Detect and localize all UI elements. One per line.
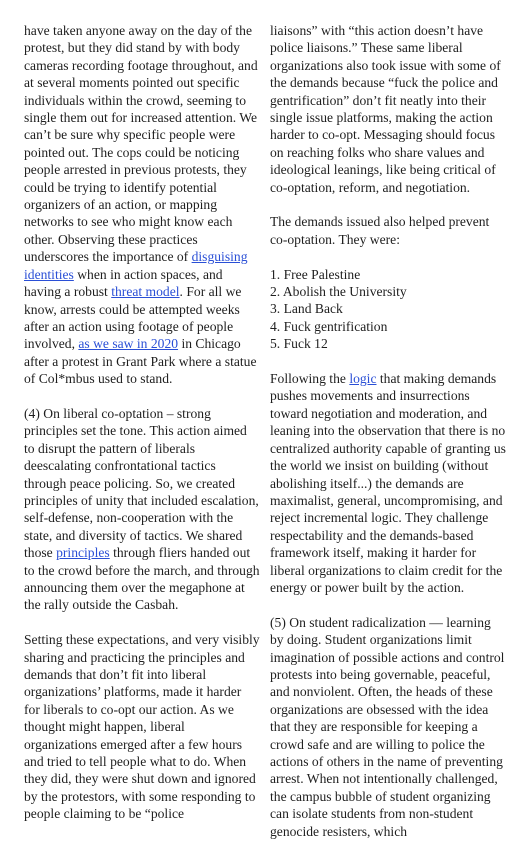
right-column	[270, 22, 506, 857]
list-item: 1. Free Palestine	[270, 266, 361, 282]
paragraph-liberal-cooptation	[24, 405, 260, 614]
left-column	[24, 22, 260, 840]
link-as-we-saw-in-2020[interactable]: as we saw in 2020	[78, 336, 179, 352]
paragraph-text: have taken anyone away on the day of the protest, but they did stand by with body cameras recording footage throughout, and at several moments pointed out specific individuals within the crowd, seeming to single them out for increased attention. We can’t be sure why specific people were pointed out. The cops could be noticing people arrested in previous protests, they could be trying to identify potential organizers of an action, or mapping networks to see who might know each other. Observing these practices underscores the importance of	[24, 23, 258, 265]
paragraph-police-liaisons: liaisons” with “this action doesn’t have police liaisons.” These same liberal organizations also took issue with some of the demands because “fuck the police and gentrification” don’t fit neatly into their single issue platforms, making the action harder to co-opt. Messaging should focus on reaching folks who share values and ideological leanings, like being critical of co-optation, reform, and negotiation.	[270, 23, 501, 195]
paragraph-text: that making demands pushes movements and insurrections toward negotiation and moderation, and leaning into the observation that there is no centralized authority capable of granting us the world we insist on building (without abolishing itself...) the demands are maximalist, general, uncompromising, and reject incremental logic. They challenge respectability and the demands-based framework itself, making it harder for liberal organizations to claim credit for the energy or power built by the action.	[270, 371, 506, 595]
link-threat-model[interactable]: threat model	[111, 284, 180, 300]
list-item: 2. Abolish the University	[270, 284, 407, 300]
paragraph-text: Following the	[270, 371, 350, 387]
link-logic[interactable]: logic	[349, 371, 377, 387]
paragraph-student-radicalization: (5) On student radicalization — learning by doing. Student organizations limit imagination of possible actions and control protests into being governable, peaceful, and nonviolent. Often, the heads of these organizations are obsessed with the idea that they are responsible for keeping a crowd safe and are willing to police the actions of others in the name of preventing arrest. When not intentionally challenged, the campus bubble of student organizing can isolate students from non-student genocide resisters, which	[270, 614, 505, 839]
paragraph-text: . For all we know, arrests could be attempted weeks after an action using footage of people involved,	[24, 284, 242, 352]
link-disguising-identities[interactable]: disguising identities	[24, 249, 248, 282]
link-principles[interactable]: principles	[56, 545, 110, 561]
list-item: 4. Fuck gentrification	[270, 318, 388, 334]
paragraph-text: through fliers handed out to the crowd before the march, and through announcing them over the megaphone at the rally outside the Casbah.	[24, 545, 260, 613]
list-item: 5. Fuck 12	[270, 336, 328, 352]
paragraph-setting-expectations: Setting these expectations, and very visibly sharing and practicing the principles and demands that don’t fit into liberal organizations’ platforms, made it harder for liberals to co-opt our action. As we thought might happen, liberal organizations emerged after a few hours and tried to tell people what to do. When they did, they were shut down and ignored by the protestors, with some responding to people claiming to be “police	[24, 632, 260, 822]
demands-list	[270, 266, 506, 353]
paragraph-demands-intro: The demands issued also helped prevent co-optation. They were:	[270, 214, 490, 247]
paragraph-surveillance	[24, 22, 260, 388]
paragraph-text: (4) On liberal co-optation – strong principles set the tone. This action aimed to disrupt the pattern of liberals deescalating confrontational tactics through peace policing. So, we created principles of unity that included escalation, self-defense, non-cooperation with the state, and diversity of tactics. We shared those	[24, 405, 259, 561]
list-item: 3. Land Back	[270, 301, 343, 317]
paragraph-demands-logic	[270, 370, 506, 596]
paragraph-text: in Chicago after a protest in Grant Park where a statue of Col*mbus used to stand.	[24, 336, 257, 387]
paragraph-text: when in action spaces, and having a robust	[24, 266, 223, 300]
